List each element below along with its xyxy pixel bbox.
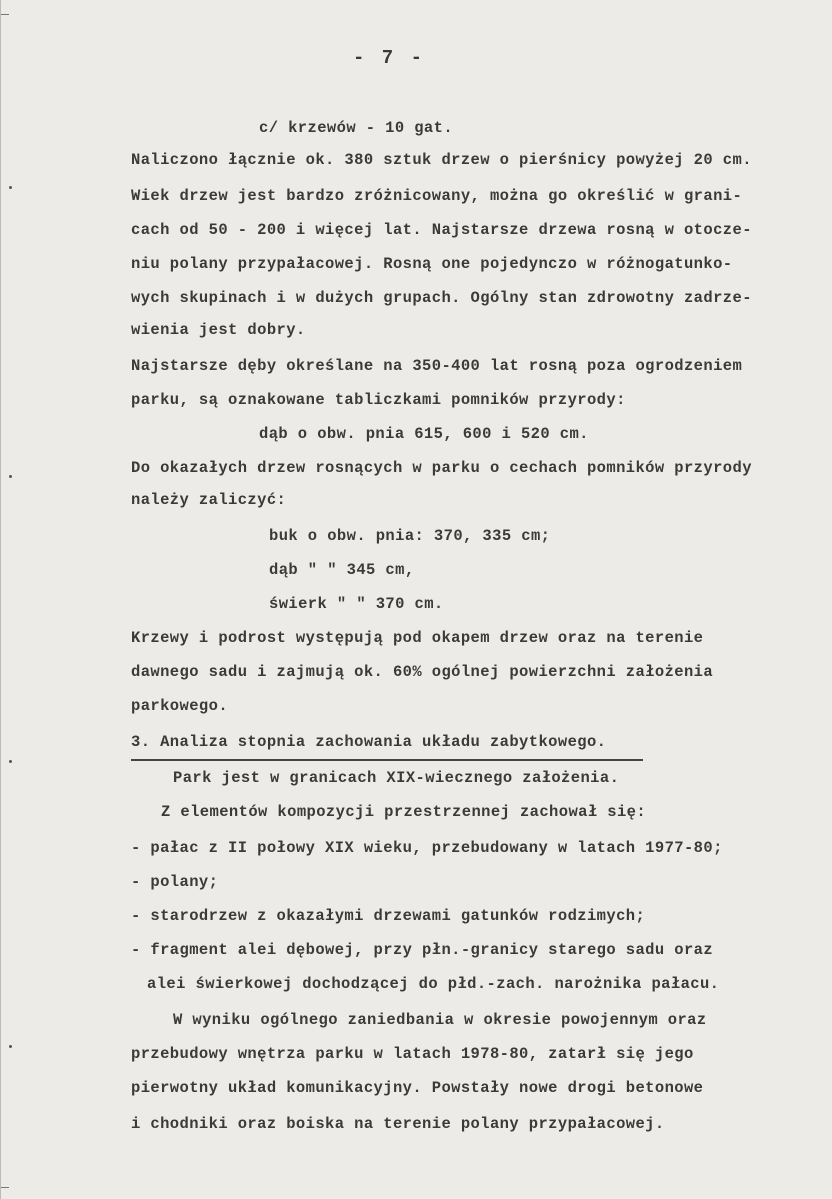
margin-dot bbox=[9, 1045, 12, 1048]
text-line: c/ krzewów - 10 gat. bbox=[259, 119, 454, 137]
edge-mark bbox=[1, 14, 9, 15]
text-line: należy zaliczyć: bbox=[131, 491, 287, 509]
text-line: świerk " " 370 cm. bbox=[269, 595, 444, 613]
text-line: niu polany przypałacowej. Rosną one pojedynczo w różnogatunko- bbox=[131, 255, 733, 273]
text-line: Krzewy i podrost występują pod okapem drzew oraz na terenie bbox=[131, 629, 704, 647]
text-line: alei świerkowej dochodzącej do płd.-zach. narożnika pałacu. bbox=[147, 975, 720, 993]
edge-mark bbox=[1, 1187, 9, 1188]
text-line: dąb " " 345 cm, bbox=[269, 561, 415, 579]
text-line: i chodniki oraz boiska na terenie polany przypałacowej. bbox=[131, 1115, 665, 1133]
text-line: buk o obw. pnia: 370, 335 cm; bbox=[269, 527, 551, 545]
text-line: parku, są oznakowane tabliczkami pomników przyrody: bbox=[131, 391, 626, 409]
margin-dot bbox=[9, 186, 12, 189]
text-line: cach od 50 - 200 i więcej lat. Najstarsze drzewa rosną w otocze- bbox=[131, 221, 752, 239]
text-line: dąb o obw. pnia 615, 600 i 520 cm. bbox=[259, 425, 589, 443]
list-item: - polany; bbox=[131, 873, 219, 891]
section-heading: 3. Analiza stopnia zachowania układu zabytkowego. bbox=[131, 733, 607, 751]
list-item: - pałac z II połowy XIX wieku, przebudowany w latach 1977-80; bbox=[131, 839, 723, 857]
text-line: Naliczono łącznie ok. 380 sztuk drzew o pierśnicy powyżej 20 cm. bbox=[131, 151, 752, 169]
list-item: - fragment alei dębowej, przy płn.-granicy starego sadu oraz bbox=[131, 941, 714, 959]
text-line: Do okazałych drzew rosnących w parku o cechach pomników przyrody bbox=[131, 459, 752, 477]
margin-dot bbox=[9, 475, 12, 478]
heading-underline bbox=[131, 759, 643, 761]
text-line: Wiek drzew jest bardzo zróżnicowany, można go określić w grani- bbox=[131, 187, 743, 205]
text-line: parkowego. bbox=[131, 697, 229, 715]
text-line: Z elementów kompozycji przestrzennej zachował się: bbox=[161, 803, 647, 821]
text-line: pierwotny układ komunikacyjny. Powstały nowe drogi betonowe bbox=[131, 1079, 704, 1097]
list-item: - starodrzew z okazałymi drzewami gatunków rodzimych; bbox=[131, 907, 646, 925]
text-line: dawnego sadu i zajmują ok. 60% ogólnej powierzchni założenia bbox=[131, 663, 714, 681]
text-line: Najstarsze dęby określane na 350-400 lat rosną poza ogrodzeniem bbox=[131, 357, 743, 375]
text-line: przebudowy wnętrza parku w latach 1978-80, zatarł się jego bbox=[131, 1045, 694, 1063]
text-line: wych skupinach i w dużych grupach. Ogólny stan zdrowotny zadrze- bbox=[131, 289, 752, 307]
text-line: wienia jest dobry. bbox=[131, 321, 306, 339]
text-line: W wyniku ogólnego zaniedbania w okresie powojennym oraz bbox=[173, 1011, 707, 1029]
page-number: - 7 - bbox=[353, 47, 426, 69]
margin-dot bbox=[9, 760, 12, 763]
text-line: Park jest w granicach XIX-wiecznego założenia. bbox=[173, 769, 620, 787]
